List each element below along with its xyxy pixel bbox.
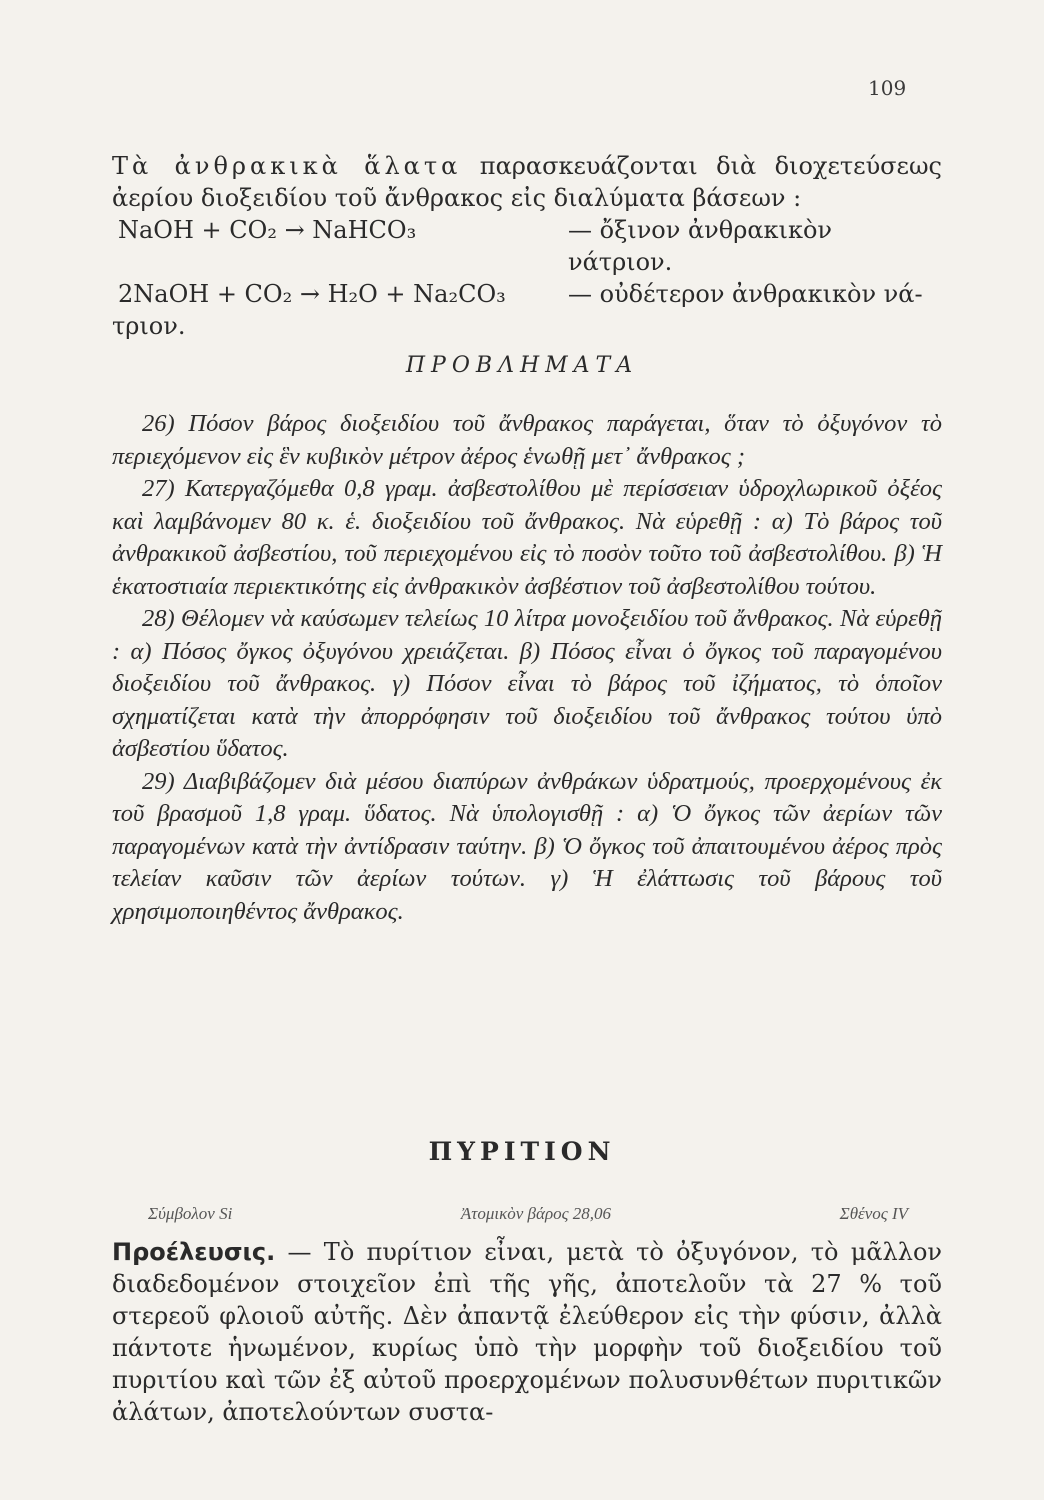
problem-28: 28) Θέλομεν νὰ καύσωμεν τελείως 10 λίτρα μονοξειδίου τοῦ ἄνθρακος. Νὰ εὑρεθῇ : α) Πόσος ὄγκος ὀξυγόνου χρειάζεται. β) Πόσος εἶναι ὁ ὄγκος τοῦ παραγομένου διοξειδίου τοῦ ἄνθρακος. γ) Πόσον εἶναι τὸ βάρος τοῦ ἰζήματος, τὸ ὁποῖον σχηματίζεται κατὰ τὴν ἀπορρόφησιν τοῦ διοξειδίου τοῦ ἄνθρακος τούτου ὑπὸ ἀσβεστίου ὕδατος.: [112, 605, 942, 762]
page-number: 109: [868, 76, 907, 100]
element-symbol: Σύμβολον Si: [148, 1204, 233, 1223]
intro-text: [112, 150, 942, 214]
problem-26: 26) Πόσον βάρος διοξειδίου τοῦ ἄνθρακος παράγεται, ὅταν τὸ ὀξυγόνον τὸ περιεχόμενον εἰς ἓν κυβικὸν μέτρον ἀέρος ἑνωθῇ μετ᾽ ἄνθρακος ;: [112, 410, 942, 470]
intro-paragraph: [112, 150, 942, 342]
element-valence: Σθένος IV: [839, 1204, 908, 1223]
section-title: ΠΥΡΙΤΙΟΝ: [428, 1137, 616, 1166]
origin-label: Προέλευσις.: [112, 1238, 276, 1266]
intro-body: παρασκευάζονται διὰ διοχετεύσεως ἀερίου διοξειδίου τοῦ ἄνθρακος εἰς διαλύματα βάσεων :: [112, 152, 943, 212]
element-atomic-weight: Ἀτομικὸν βάρος 28,06: [460, 1204, 612, 1223]
origin-text: [112, 1236, 942, 1428]
equation-1-formula: NaOH + CO₂ → NaHCO₃: [118, 216, 417, 244]
equation-1: [112, 214, 942, 278]
origin-paragraph: [112, 1236, 942, 1428]
equation-2: [112, 278, 942, 310]
element-meta: [148, 1198, 908, 1230]
problem-27: 27) Κατεργαζόμεθα 0,8 γραμ. ἀσβεστολίθου μὲ περίσσειαν ὑδροχλωρικοῦ ὀξέος καὶ λαμβάνομεν 80 κ. ἑ. διοξειδίου τοῦ ἄνθρακος. Νὰ εὑρεθῇ : α) Τὸ βάρος τοῦ ἀνθρακικοῦ ἀσβεστίου, τοῦ περιεχομένου εἰς τὸ ποσὸν τοῦτο τοῦ ἀσβεστολίθου. β) Ἡ ἑκατοστιαία περιεκτικότης εἰς ἀνθρακικὸν ἀσβέστιον τοῦ ἀσβεστολίθου τούτου.: [112, 475, 942, 600]
intro-lead: Τὰ ἀνθρακικὰ ἅλατα: [112, 152, 462, 180]
equation-2-continuation: τριον.: [112, 312, 186, 340]
origin-body: — Τὸ πυρίτιον εἶναι, μετὰ τὸ ὀξυγόνον, τὸ μᾶλλον διαδεδομένον στοιχεῖον ἐπὶ τῆς γῆς, ἀποτελοῦν τὰ 27 % τοῦ στερεοῦ φλοιοῦ αὐτῆς. Δὲν ἀπαντᾷ ἐλεύθερον εἰς τὴν φύσιν, ἀλλὰ πάντοτε ἡνωμένον, κυρίως ὑπὸ τὴν μορφὴν τοῦ διοξειδίου τοῦ πυριτίου καὶ τῶν ἐξ αὐτοῦ προερχομένων πολυσυνθέτων πυριτικῶν ἀλάτων, ἀποτελούντων συστα-: [112, 1238, 942, 1426]
equation-2-formula: 2NaOH + CO₂ → H₂O + Na₂CO₃: [118, 280, 506, 308]
problems-list: [112, 408, 942, 928]
problems-heading: ΠΡΟΒΛΗΜΑΤΑ: [405, 353, 639, 378]
problem-29: 29) Διαβιβάζομεν διὰ μέσου διαπύρων ἀνθράκων ὑδρατμούς, προερχομένους ἐκ τοῦ βρασμοῦ 1,8 γραμ. ὕδατος. Νὰ ὑπολογισθῇ : α) Ὁ ὄγκος τῶν ἀερίων τῶν παραγομένων κατὰ τὴν ἀντίδρασιν ταύτην. β) Ὁ ὄγκος τοῦ ἀπαιτουμένου ἀέρος πρὸς τελείαν καῦσιν τῶν ἀερίων τούτων. γ) Ἡ ἐλάττωσις τοῦ βάρους τοῦ χρησιμοποιηθέντος ἄνθρακος.: [112, 767, 942, 925]
equation-1-product: — ὄξινον ἀνθρακικὸν νάτριον.: [568, 216, 832, 276]
equation-2-product: — οὐδέτερον ἀνθρακικὸν νά-: [568, 280, 923, 308]
